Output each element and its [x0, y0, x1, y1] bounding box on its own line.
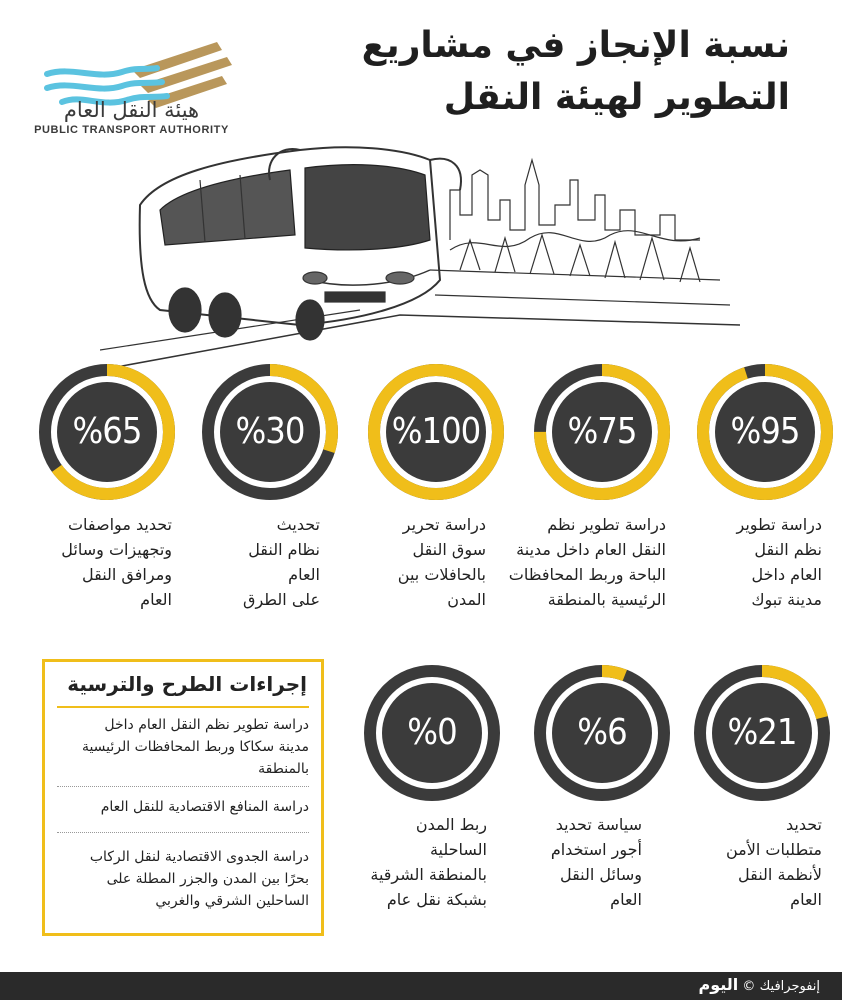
percent-label: %75 [567, 411, 637, 452]
project-label-security: تحديد متطلبات الأمن لأنظمة النقل العام [726, 815, 822, 909]
project-label-fares: سياسة تحديد أجور استخدام وسائل النقل العام [550, 815, 642, 909]
percent-label: %30 [235, 411, 305, 452]
gauge-baha [532, 362, 672, 502]
title-line-1: نسبة الإنجاز في مشاريع [361, 25, 790, 66]
project-label-bus-market: دراسة تحرير سوق النقل بالحافلات بين المدن [397, 515, 486, 609]
gauge-tabuk [695, 362, 835, 502]
box-title-divider [57, 706, 309, 708]
percent-label: %21 [727, 712, 797, 753]
footer-brand: اليوم [698, 975, 739, 994]
footer-credit-label: إنفوجرافيك [759, 979, 820, 994]
footer-credit [590, 975, 820, 994]
tender-item-sakaka: دراسة تطوير نظم النقل العام داخل مدينة سكاكا وربط المحافظات الرئيسية بالمنطقة [81, 717, 309, 777]
percent-label: %0 [407, 712, 457, 753]
gauge-fares [532, 663, 672, 803]
project-label-roads: تحديث نظام النقل العام على الطرق [243, 515, 320, 609]
project-label-baha: دراسة تطوير نظم النقل العام داخل مدينة الباحة وربط المحافظات الرئيسية بالمنطقة [508, 515, 666, 609]
gauge-roads [200, 362, 340, 502]
gauge-coastal [362, 663, 502, 803]
project-label-coastal: ربط المدن الساحلية بالمنطقة الشرقية بشبكة نقل عام [370, 815, 487, 909]
percent-label: %65 [72, 411, 142, 452]
bus-sketch-illustration [100, 120, 740, 370]
project-label-tabuk: دراسة تطوير نظم النقل العام داخل مدينة تبوك [736, 515, 822, 609]
page-title [330, 20, 790, 124]
tender-item-economic-benefits: دراسة المنافع الاقتصادية للنقل العام [100, 799, 309, 815]
tender-procedures-box [42, 659, 324, 936]
percent-label: %100 [391, 411, 481, 452]
item-divider [57, 786, 309, 787]
tender-item-sea-transport: دراسة الجدوى الاقتصادية لنقل الركاب بحرًا بين المدن والجزر المطلة على الساحلين الشرقي والغربي [89, 849, 309, 909]
percent-label: %6 [577, 712, 627, 753]
gauge-security [692, 663, 832, 803]
logo-english-name: PUBLIC TRANSPORT AUTHORITY [34, 124, 229, 136]
title-line-2: التطوير لهيئة النقل [443, 77, 790, 118]
gauge-specs [37, 362, 177, 502]
gauge-bus-market [366, 362, 506, 502]
percent-label: %95 [730, 411, 800, 452]
project-label-specs: تحديد مواصفات وتجهيزات وسائل ومرافق النقل العام [61, 515, 172, 609]
logo-arabic-name: هيئة النقل العام [63, 98, 200, 122]
copyright-icon: © [742, 979, 756, 994]
box-title: إجراءات الطرح والترسية [67, 672, 307, 696]
item-divider [57, 832, 309, 833]
